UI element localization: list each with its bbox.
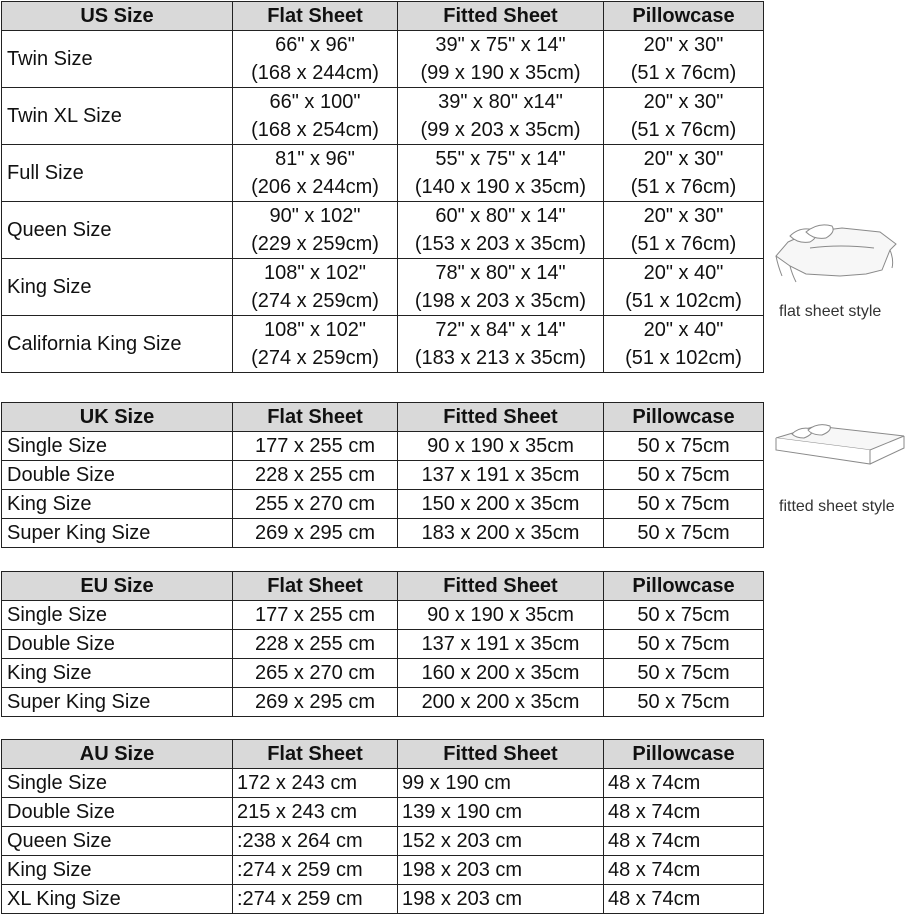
header-cell: Fitted Sheet: [398, 403, 604, 432]
size-name: Super King Size: [2, 688, 233, 717]
flat-sheet-cell: 177 x 255 cm: [233, 601, 398, 630]
cm-value: (229 x 259cm): [251, 233, 379, 255]
table-row: [2, 856, 764, 885]
table-row: [2, 259, 764, 316]
fitted-sheet-illustration: [770, 420, 908, 472]
pillowcase-cell: 48 x 74cm: [604, 798, 764, 827]
cm-value: (140 x 190 x 35cm): [414, 176, 587, 198]
inch-value: 39" x 75" x 14": [435, 34, 566, 56]
flat-sheet-cell: [233, 259, 398, 316]
cm-value: (274 x 259cm): [251, 290, 379, 312]
fitted-sheet-cell: [398, 88, 604, 145]
size-name: King Size: [2, 490, 233, 519]
table-row: [2, 769, 764, 798]
table-row: [2, 461, 764, 490]
header-cell: Flat Sheet: [233, 740, 398, 769]
header-cell: Flat Sheet: [233, 403, 398, 432]
pillowcase-cell: 50 x 75cm: [604, 659, 764, 688]
pillowcase-cell: 50 x 75cm: [604, 519, 764, 548]
fitted-sheet-cell: 137 x 191 x 35cm: [398, 461, 604, 490]
header-cell: Pillowcase: [604, 403, 764, 432]
fitted-sheet-cell: 139 x 190 cm: [398, 798, 604, 827]
pillowcase-cell: [604, 31, 764, 88]
pillowcase-cell: 50 x 75cm: [604, 630, 764, 659]
inch-value: 78" x 80" x 14": [435, 262, 566, 284]
table-row: [2, 601, 764, 630]
table-row: [2, 145, 764, 202]
cm-value: (153 x 203 x 35cm): [414, 233, 587, 255]
size-name: King Size: [2, 259, 233, 316]
pillowcase-cell: [604, 259, 764, 316]
pillowcase-cell: [604, 316, 764, 373]
header-cell: Flat Sheet: [233, 572, 398, 601]
eu-size-table: [1, 571, 764, 717]
size-name: Super King Size: [2, 519, 233, 548]
header-cell: Pillowcase: [604, 2, 764, 31]
cm-value: (51 x 76cm): [630, 119, 737, 141]
size-name: Double Size: [2, 630, 233, 659]
fitted-sheet-caption: fitted sheet style: [779, 498, 895, 515]
cm-value: (51 x 76cm): [630, 176, 737, 198]
fitted-sheet-cell: [398, 316, 604, 373]
flat-sheet-cell: 255 x 270 cm: [233, 490, 398, 519]
pillowcase-cell: 50 x 75cm: [604, 461, 764, 490]
flat-sheet-cell: 228 x 255 cm: [233, 630, 398, 659]
table-row: [2, 827, 764, 856]
cm-value: (274 x 259cm): [251, 347, 379, 369]
header-cell: AU Size: [2, 740, 233, 769]
fitted-sheet-cell: 99 x 190 cm: [398, 769, 604, 798]
cm-value: (168 x 244cm): [251, 62, 379, 84]
inch-value: 20" x 40": [643, 262, 724, 284]
flat-sheet-cell: 269 x 295 cm: [233, 519, 398, 548]
inch-value: 20" x 30": [643, 91, 724, 113]
cm-value: (168 x 254cm): [251, 119, 379, 141]
size-name: XL King Size: [2, 885, 233, 914]
size-name: Queen Size: [2, 827, 233, 856]
inch-value: 55" x 75" x 14": [435, 148, 566, 170]
cm-value: (183 x 213 x 35cm): [414, 347, 587, 369]
fitted-sheet-cell: 198 x 203 cm: [398, 856, 604, 885]
table-row: [2, 490, 764, 519]
cm-value: (51 x 102cm): [625, 290, 742, 312]
fitted-sheet-cell: 90 x 190 x 35cm: [398, 432, 604, 461]
flat-sheet-cell: :274 x 259 cm: [233, 885, 398, 914]
us-size-table: [1, 1, 764, 373]
inch-value: 81" x 96": [275, 148, 355, 170]
fitted-sheet-cell: [398, 259, 604, 316]
au-size-table: [1, 739, 764, 914]
cm-value: (99 x 190 x 35cm): [420, 62, 581, 84]
table-row: [2, 798, 764, 827]
fitted-sheet-cell: 183 x 200 x 35cm: [398, 519, 604, 548]
size-name: Double Size: [2, 798, 233, 827]
table-row: [2, 688, 764, 717]
inch-value: 20" x 30": [643, 34, 724, 56]
flat-sheet-cell: :274 x 259 cm: [233, 856, 398, 885]
flat-sheet-cell: 215 x 243 cm: [233, 798, 398, 827]
flat-sheet-cell: :238 x 264 cm: [233, 827, 398, 856]
table-row: [2, 88, 764, 145]
table-row: [2, 659, 764, 688]
inch-value: 60" x 80" x 14": [435, 205, 566, 227]
header-cell: Pillowcase: [604, 572, 764, 601]
flat-sheet-cell: 172 x 243 cm: [233, 769, 398, 798]
size-name: Single Size: [2, 769, 233, 798]
header-cell: Fitted Sheet: [398, 2, 604, 31]
fitted-sheet-cell: 90 x 190 x 35cm: [398, 601, 604, 630]
inch-value: 39" x 80" x14": [438, 91, 563, 113]
table-row: [2, 316, 764, 373]
cm-value: (51 x 102cm): [625, 347, 742, 369]
pillowcase-cell: 48 x 74cm: [604, 856, 764, 885]
fitted-sheet-cell: [398, 31, 604, 88]
table-header-row: [2, 403, 764, 432]
pillowcase-cell: 48 x 74cm: [604, 827, 764, 856]
flat-sheet-cell: [233, 145, 398, 202]
fitted-sheet-cell: 198 x 203 cm: [398, 885, 604, 914]
uk-size-table: [1, 402, 764, 548]
table-row: [2, 202, 764, 259]
flat-sheet-cell: 269 x 295 cm: [233, 688, 398, 717]
inch-value: 72" x 84" x 14": [435, 319, 566, 341]
table-row: [2, 519, 764, 548]
size-name: Single Size: [2, 432, 233, 461]
table-row: [2, 630, 764, 659]
inch-value: 20" x 30": [643, 148, 724, 170]
fitted-sheet-cell: [398, 145, 604, 202]
pillowcase-cell: [604, 145, 764, 202]
pillowcase-cell: 50 x 75cm: [604, 490, 764, 519]
inch-value: 20" x 30": [643, 205, 724, 227]
inch-value: 66" x 96": [275, 34, 355, 56]
header-cell: Fitted Sheet: [398, 740, 604, 769]
size-name: Twin Size: [2, 31, 233, 88]
flat-sheet-cell: 265 x 270 cm: [233, 659, 398, 688]
pillowcase-cell: 48 x 74cm: [604, 885, 764, 914]
flat-sheet-illustration: [770, 218, 902, 288]
header-cell: Pillowcase: [604, 740, 764, 769]
pillowcase-cell: 48 x 74cm: [604, 769, 764, 798]
flat-sheet-cell: 177 x 255 cm: [233, 432, 398, 461]
header-cell: EU Size: [2, 572, 233, 601]
size-name: King Size: [2, 659, 233, 688]
table-row: [2, 31, 764, 88]
inch-value: 108" x 102": [263, 262, 367, 284]
table-header-row: [2, 740, 764, 769]
inch-value: 20" x 40": [643, 319, 724, 341]
cm-value: (206 x 244cm): [251, 176, 379, 198]
flat-sheet-cell: [233, 202, 398, 259]
table-header-row: [2, 572, 764, 601]
table-header-row: [2, 2, 764, 31]
size-name: Double Size: [2, 461, 233, 490]
header-cell: Fitted Sheet: [398, 572, 604, 601]
size-name: California King Size: [2, 316, 233, 373]
table-row: [2, 885, 764, 914]
cm-value: (51 x 76cm): [630, 62, 737, 84]
fitted-sheet-cell: [398, 202, 604, 259]
fitted-sheet-cell: 150 x 200 x 35cm: [398, 490, 604, 519]
header-cell: UK Size: [2, 403, 233, 432]
inch-value: 108" x 102": [263, 319, 367, 341]
size-name: Full Size: [2, 145, 233, 202]
flat-sheet-cell: [233, 31, 398, 88]
cm-value: (198 x 203 x 35cm): [414, 290, 587, 312]
flat-sheet-caption: flat sheet style: [779, 303, 882, 320]
inch-value: 90" x 102": [269, 205, 361, 227]
flat-sheet-cell: 228 x 255 cm: [233, 461, 398, 490]
fitted-sheet-cell: 200 x 200 x 35cm: [398, 688, 604, 717]
fitted-sheet-cell: 137 x 191 x 35cm: [398, 630, 604, 659]
fitted-sheet-cell: 152 x 203 cm: [398, 827, 604, 856]
flat-sheet-cell: [233, 316, 398, 373]
pillowcase-cell: 50 x 75cm: [604, 601, 764, 630]
cm-value: (99 x 203 x 35cm): [420, 119, 581, 141]
header-cell: US Size: [2, 2, 233, 31]
size-name: Twin XL Size: [2, 88, 233, 145]
fitted-sheet-cell: 160 x 200 x 35cm: [398, 659, 604, 688]
inch-value: 66" x 100": [269, 91, 361, 113]
cm-value: (51 x 76cm): [630, 233, 737, 255]
pillowcase-cell: [604, 202, 764, 259]
size-name: Queen Size: [2, 202, 233, 259]
pillowcase-cell: 50 x 75cm: [604, 432, 764, 461]
header-cell: Flat Sheet: [233, 2, 398, 31]
size-name: King Size: [2, 856, 233, 885]
flat-sheet-cell: [233, 88, 398, 145]
table-row: [2, 432, 764, 461]
pillowcase-cell: [604, 88, 764, 145]
size-name: Single Size: [2, 601, 233, 630]
pillowcase-cell: 50 x 75cm: [604, 688, 764, 717]
